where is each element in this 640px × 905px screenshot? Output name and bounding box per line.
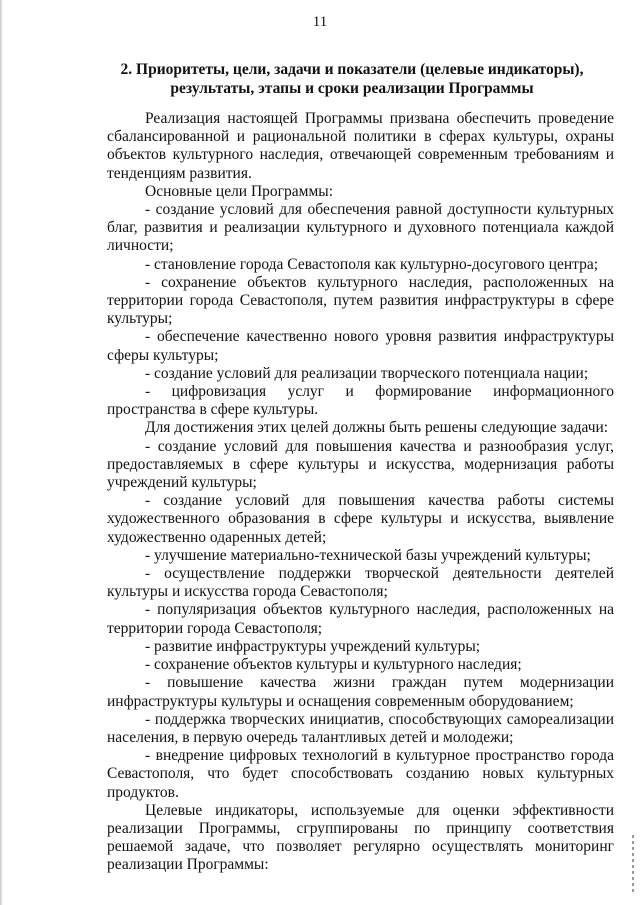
task-item: - популяризация объектов культурного наследия, расположенных на территории города Севастополя;	[107, 601, 614, 637]
goal-item: - создание условий для реализации творческого потенциала нации;	[145, 364, 589, 382]
task-item: - осуществление поддержки творческой деятельности деятелей культуры и искусства города Севастополя;	[107, 565, 614, 601]
task-item: - поддержка творческих инициатив, способствующих самореализации населения, в первую очередь талантливых детей и молодежи;	[107, 710, 614, 746]
task-item: - создание условий для повышения качества и разнообразия услуг, предоставляемых в сфере культуры и искусства, модернизация работы учреждений культуры;	[107, 437, 614, 492]
page-number: 11	[312, 14, 328, 30]
goal-item: - цифровизация услуг и формирование информационного пространства в сфере культуры.	[107, 383, 614, 419]
intro-paragraph: Реализация настоящей Программы призвана обеспечить проведение сбалансированной и рациональной политики в сферах культуры, охраны объектов культурного наследия, отвечающей современным требованиям и тенденциям развития.	[107, 110, 614, 182]
goal-item: - создание условий для обеспечения равной доступности культурных благ, развития и реализации культурного и духовного потенциала каждой личности;	[107, 201, 614, 255]
goal-item: - становление города Севастополя как культурно-досугового центра;	[145, 255, 599, 273]
document-body	[107, 110, 614, 875]
task-item: - развитие инфраструктуры учреждений культуры;	[145, 637, 481, 655]
goal-item: - обеспечение качественно нового уровня развития инфраструктуры сферы культуры;	[107, 328, 614, 364]
task-item: - улучшение материально-технической базы учреждений культуры;	[145, 546, 591, 564]
task-item: - внедрение цифровых технологий в культурное пространство города Севастополя, что будет способствовать созданию новых культурных продуктов.	[107, 747, 614, 801]
tasks-heading: Для достижения этих целей должны быть решены следующие задачи:	[145, 419, 609, 437]
task-item: - создание условий для повышения качества работы системы художественного образования в сфере культуры и искусства, выявление художественно одаренных детей;	[107, 492, 614, 546]
section-heading: 2. Приоритеты, цели, задачи и показатели (целевые индикаторы), результаты, этапы и сроки реализации Программы	[120, 61, 584, 97]
scan-edge-marks	[632, 835, 634, 895]
task-item: - повышение качества жизни граждан путем модернизации инфраструктуры культуры и оснащения современным оборудованием;	[107, 674, 614, 710]
task-item: - сохранение объектов культуры и культурного наследия;	[145, 656, 522, 674]
goals-heading: Основные цели Программы:	[145, 182, 333, 200]
page-edge-shadow	[0, 0, 3, 905]
indicators-paragraph: Целевые индикаторы, используемые для оценки эффективности реализации Программы, сгруппированы по принципу соответствия решаемой задаче, что позволяет регулярно осуществлять мониторинг реализации Программы:	[107, 801, 614, 874]
goal-item: - сохранение объектов культурного наследия, расположенных на территории города Севастополя, путем развития инфраструктуры в сфере культуры;	[107, 273, 614, 328]
